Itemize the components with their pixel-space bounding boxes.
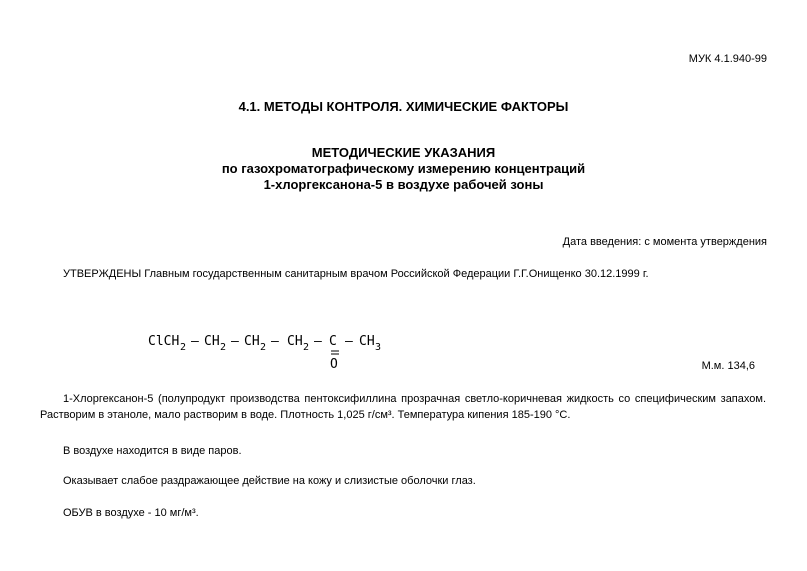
structural-formula (148, 331, 408, 371)
title-line-2: по газохроматографическому измерению концентраций (221, 161, 586, 176)
formula-sub: 2 (180, 342, 187, 353)
section-title: 4.1. МЕТОДЫ КОНТРОЛЯ. ХИМИЧЕСКИЕ ФАКТОРЫ (238, 99, 569, 114)
paragraph-effect: Оказывает слабое раздражающее действие на кожу и слизистые оболочки глаз. (63, 475, 476, 487)
formula-sub: 3 (375, 342, 382, 353)
formula-svg (148, 331, 408, 371)
approval-statement: УТВЕРЖДЕНЫ Главным государственным санитарным врачом Российской Федерации Г.Г.Онищенко 30.12.1999 г. (63, 268, 649, 280)
paragraph-description: 1-Хлоргексанон-5 (полупродукт производства пентоксифиллина прозрачная светло-коричневая жидкость со специфическим запахом. Растворим в этаноле, мало растворим в воде. Плотность 1,025 г/см³. Температура кипения 185-190 °С. (40, 393, 766, 421)
formula-group-ch3: CH (359, 334, 375, 349)
formula-dash: – (345, 334, 353, 349)
title-line-1: МЕТОДИЧЕСКИЕ УКАЗАНИЯ (311, 145, 496, 160)
formula-group-ch2: CH (244, 334, 260, 349)
title-line-3: 1-хлоргексанона-5 в воздухе рабочей зоны (263, 177, 544, 192)
formula-group-ch2: CH (204, 334, 220, 349)
formula-sub: 2 (303, 342, 310, 353)
paragraph-limit: ОБУВ в воздухе - 10 мг/м³. (63, 507, 199, 519)
formula-dash: – (191, 334, 199, 349)
formula-sub: 2 (260, 342, 267, 353)
paragraph-state: В воздухе находится в виде паров. (63, 445, 242, 457)
formula-dash: – (271, 334, 279, 349)
document-title (0, 145, 807, 193)
formula-group-ch2: CH (287, 334, 303, 349)
formula-carbonyl-c: C (329, 334, 337, 349)
formula-dash: – (231, 334, 239, 349)
formula-group-clch2: ClCH (148, 334, 180, 349)
formula-sub: 2 (220, 342, 227, 353)
formula-oxygen: O (330, 357, 338, 372)
molar-mass: М.м. 134,6 (701, 360, 755, 372)
document-code: МУК 4.1.940-99 (688, 53, 767, 65)
introduction-date: Дата введения: с момента утверждения (562, 236, 767, 248)
formula-dash: – (314, 334, 322, 349)
